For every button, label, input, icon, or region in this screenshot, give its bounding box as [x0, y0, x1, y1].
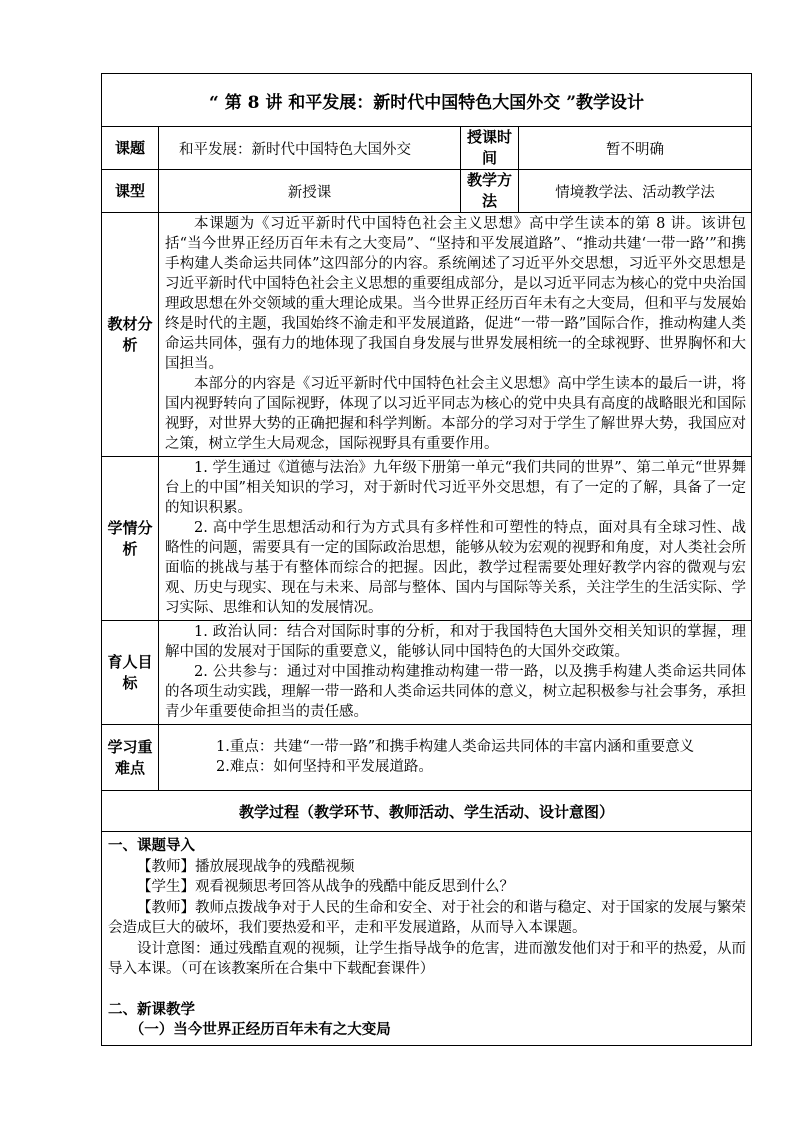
- goals-paragraph-1: 1. 政治认同：结合对国际时事的分析，和对于我国特色大国外交相关知识的掌握，理解中国的发展对于国际的重要意义，能够认同中国特色的大国外交政策。: [165, 624, 747, 660]
- type-label: 课型: [102, 170, 159, 213]
- spacer: [108, 980, 746, 1000]
- lesson-plan: [101, 73, 751, 1046]
- process-line-4: 设计意图：通过残酷直观的视频，让学生指导战争的危害，进而激发他们对于和平的热爱，从而导入本课。（可在该教案所在合集中下载配套课件）: [108, 940, 746, 977]
- material-analysis: [159, 213, 752, 457]
- section-1-title: 一、课题导入: [108, 837, 195, 854]
- material-paragraph-1: 本课题为《习近平新时代中国特色社会主义思想》高中学生读本的第 8 讲。该讲包括“当今世界正经历百年未有之大变局”、“坚持和平发展道路”、“推动共建‘一带一路’”和携手构建人类命运共同体”这四部分的内容。系统阐述了习近平外交思想，习近平外交思想是习近平新时代中国特色社会主义思想的重要组成部分，是以习近平同志为核心的党中央治国理政思想在外交领域的重大理论成果。当今世界正经历百年未有之大变局，但和平与发展始终是时代的主题，我国始终不渝走和平发展道路，促进“一带一路”国际合作，推动构建人类命运共同体，强有力的地体现了我国自身发展与世界发展相统一的全球视野、世界胸怀和大国担当。: [165, 216, 747, 372]
- students-paragraph-1: 1. 学生通过《道德与法治》九年级下册第一单元“我们共同的世界”、第二单元“世界舞台上的中国”相关知识的学习，对于新时代习近平外交思想，有了一定的了解，具备了一定的知识积累。: [165, 460, 747, 516]
- focus-difficulty: 2.难点：如何坚持和平发展道路。: [216, 759, 433, 775]
- key-points: [159, 725, 752, 791]
- education-goals: [159, 621, 752, 725]
- student-analysis: [159, 457, 752, 621]
- material-label: 教材分析: [102, 213, 159, 457]
- method-label: 教学方法: [461, 170, 519, 213]
- topic-value: 和平发展：新时代中国特色大国外交: [159, 127, 461, 170]
- method-value: 情境教学法、活动教学法: [519, 170, 752, 213]
- process-line-2: 【学生】观看视频思考回答从战争的残酷中能反思到什么？: [137, 879, 514, 895]
- focus-label: 学习重难点: [102, 725, 159, 791]
- goals-label: 育人目标: [102, 621, 159, 725]
- focus-key-point: 1.重点：共建“一带一路”和携手构建人类命运共同体的丰富内涵和重要意义: [216, 739, 695, 755]
- process-line-3: 【教师】教师点拨战争对于人民的生命和安全、对于社会的和谐与稳定、对于国家的发展与繁荣会造成巨大的破坏，我们要热爱和平，走和平发展道路，从而导入本课题。: [108, 899, 746, 936]
- topic-label: 课题: [102, 127, 159, 170]
- lesson-plan-table: [101, 73, 752, 1046]
- time-label: 授课时间: [461, 127, 519, 170]
- process-line-1: 【教师】播放展现战争的残酷视频: [137, 858, 355, 875]
- process-header: 教学过程（教学环节、教师活动、学生活动、设计意图）: [102, 791, 752, 832]
- document-title: “ 第 8 讲 和平发展：新时代中国特色大国外交 ”教学设计: [102, 74, 752, 127]
- goals-paragraph-2: 2. 公共参与：通过对中国推动构建推动构建一带一路，以及携手构建人类命运共同体的各项生动实践，理解一带一路和人类命运共同体的意义，树立起积极参与社会事务，承担青少年重要使命担当的责任感。: [165, 664, 747, 720]
- material-paragraph-2: 本部分的内容是《习近平新时代中国特色社会主义思想》高中学生读本的最后一讲，将国内视野转向了国际视野，体现了以习近平同志为核心的党中央具有高度的战略眼光和国际视野，对世界大势的正确把握和科学判断。本部分的学习对于学生了解世界大势，我国应对之策，树立学生大局观念，国际视野具有重要作用。: [165, 376, 747, 452]
- students-label: 学情分析: [102, 457, 159, 621]
- time-value: 暂不明确: [519, 127, 752, 170]
- teaching-process: [102, 832, 752, 1046]
- students-paragraph-2: 2. 高中学生思想活动和行为方式具有多样性和可塑性的特点，面对具有全球习性、战略性的问题，需要具有一定的国际政治思想，能够从较为宏观的视野和角度，对人类社会所面临的挑战与基于有整体而综合的把握。因此，教学过程需要处理好教学内容的微观与宏观、历史与现实、现在与未来、局部与整体、国内与国际等关系，关注学生的生活实际、学习实际、思维和认知的发展情况。: [165, 520, 747, 616]
- section-2-title: 二、新课教学: [108, 1000, 195, 1018]
- type-value: 新授课: [159, 170, 461, 213]
- section-2-subtitle: （一）当今世界正经历百年未有之大变局: [129, 1021, 391, 1038]
